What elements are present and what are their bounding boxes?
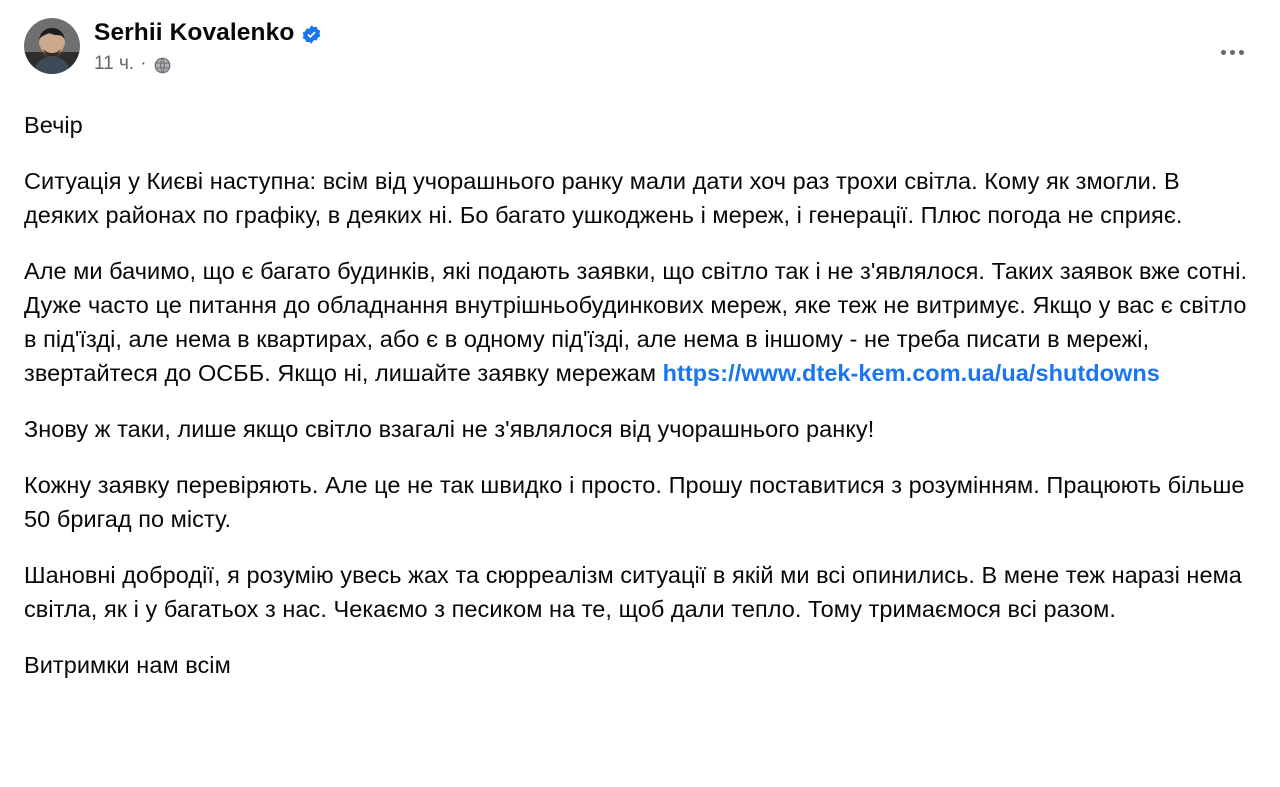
- shutdowns-link[interactable]: https://www.dtek-kem.com.ua/ua/shutdowns: [662, 360, 1160, 386]
- post-paragraph: Ситуація у Києві наступна: всім від учорашнього ранку мали дати хоч раз трохи світла. Кому як змогли. В деяких районах по графіку, в деяких ні. Бо багато ушкоджень і мереж, і генерації. Плюс погода не сприяє.: [24, 168, 1183, 228]
- ellipsis-icon: [1221, 50, 1244, 55]
- author-row: [94, 18, 322, 48]
- verified-badge-icon: [301, 24, 322, 45]
- meta-separator: ·: [140, 53, 147, 74]
- paragraph-text-before-link: Але ми бачимо, що є багато будинків, які подають заявки, що світло так і не з'являлося. Таких заявок вже сотні. Дуже часто це питання до обладнання внутрішньобудинкових мереж, яке теж не витримує. Якщо у вас є світло в під'їзді, але нема в квартирах, або є в одному під'їзді, але нема в іншому - не треба писати в мережі, звертайтеся до ОСББ. Якщо ні, лишайте заявку мережам: [24, 258, 1248, 386]
- post-header: [24, 16, 1256, 94]
- author-name[interactable]: Serhii Kovalenko: [94, 19, 295, 46]
- post-paragraph: Знову ж таки, лише якщо світло взагалі не з'являлося від учорашнього ранку!: [24, 416, 875, 442]
- post-paragraph: Витримки нам всім: [24, 652, 231, 678]
- post-more-options-button[interactable]: [1212, 32, 1252, 72]
- post-paragraph: Вечір: [24, 112, 83, 138]
- post-meta: [94, 52, 322, 76]
- post-header-text: [94, 16, 322, 76]
- post-paragraph: Шановні добродії, я розумію увесь жах та сюрреалізм ситуації в якій ми всі опинились. В мене теж наразі нема світла, як і у багатьох з нас. Чекаємо з песиком на те, щоб дали тепло. Тому тримаємося всі разом.: [24, 562, 1242, 622]
- post-paragraph-with-link: [24, 254, 1256, 390]
- post-paragraph: Кожну заявку перевіряють. Але це не так швидко і просто. Прошу поставитися з розумінням. Працюють більше 50 бригад по місту.: [24, 472, 1245, 532]
- globe-icon[interactable]: [153, 56, 172, 75]
- post-timestamp[interactable]: 11 ч.: [94, 53, 135, 74]
- post-body: [24, 108, 1256, 682]
- avatar[interactable]: [24, 18, 80, 74]
